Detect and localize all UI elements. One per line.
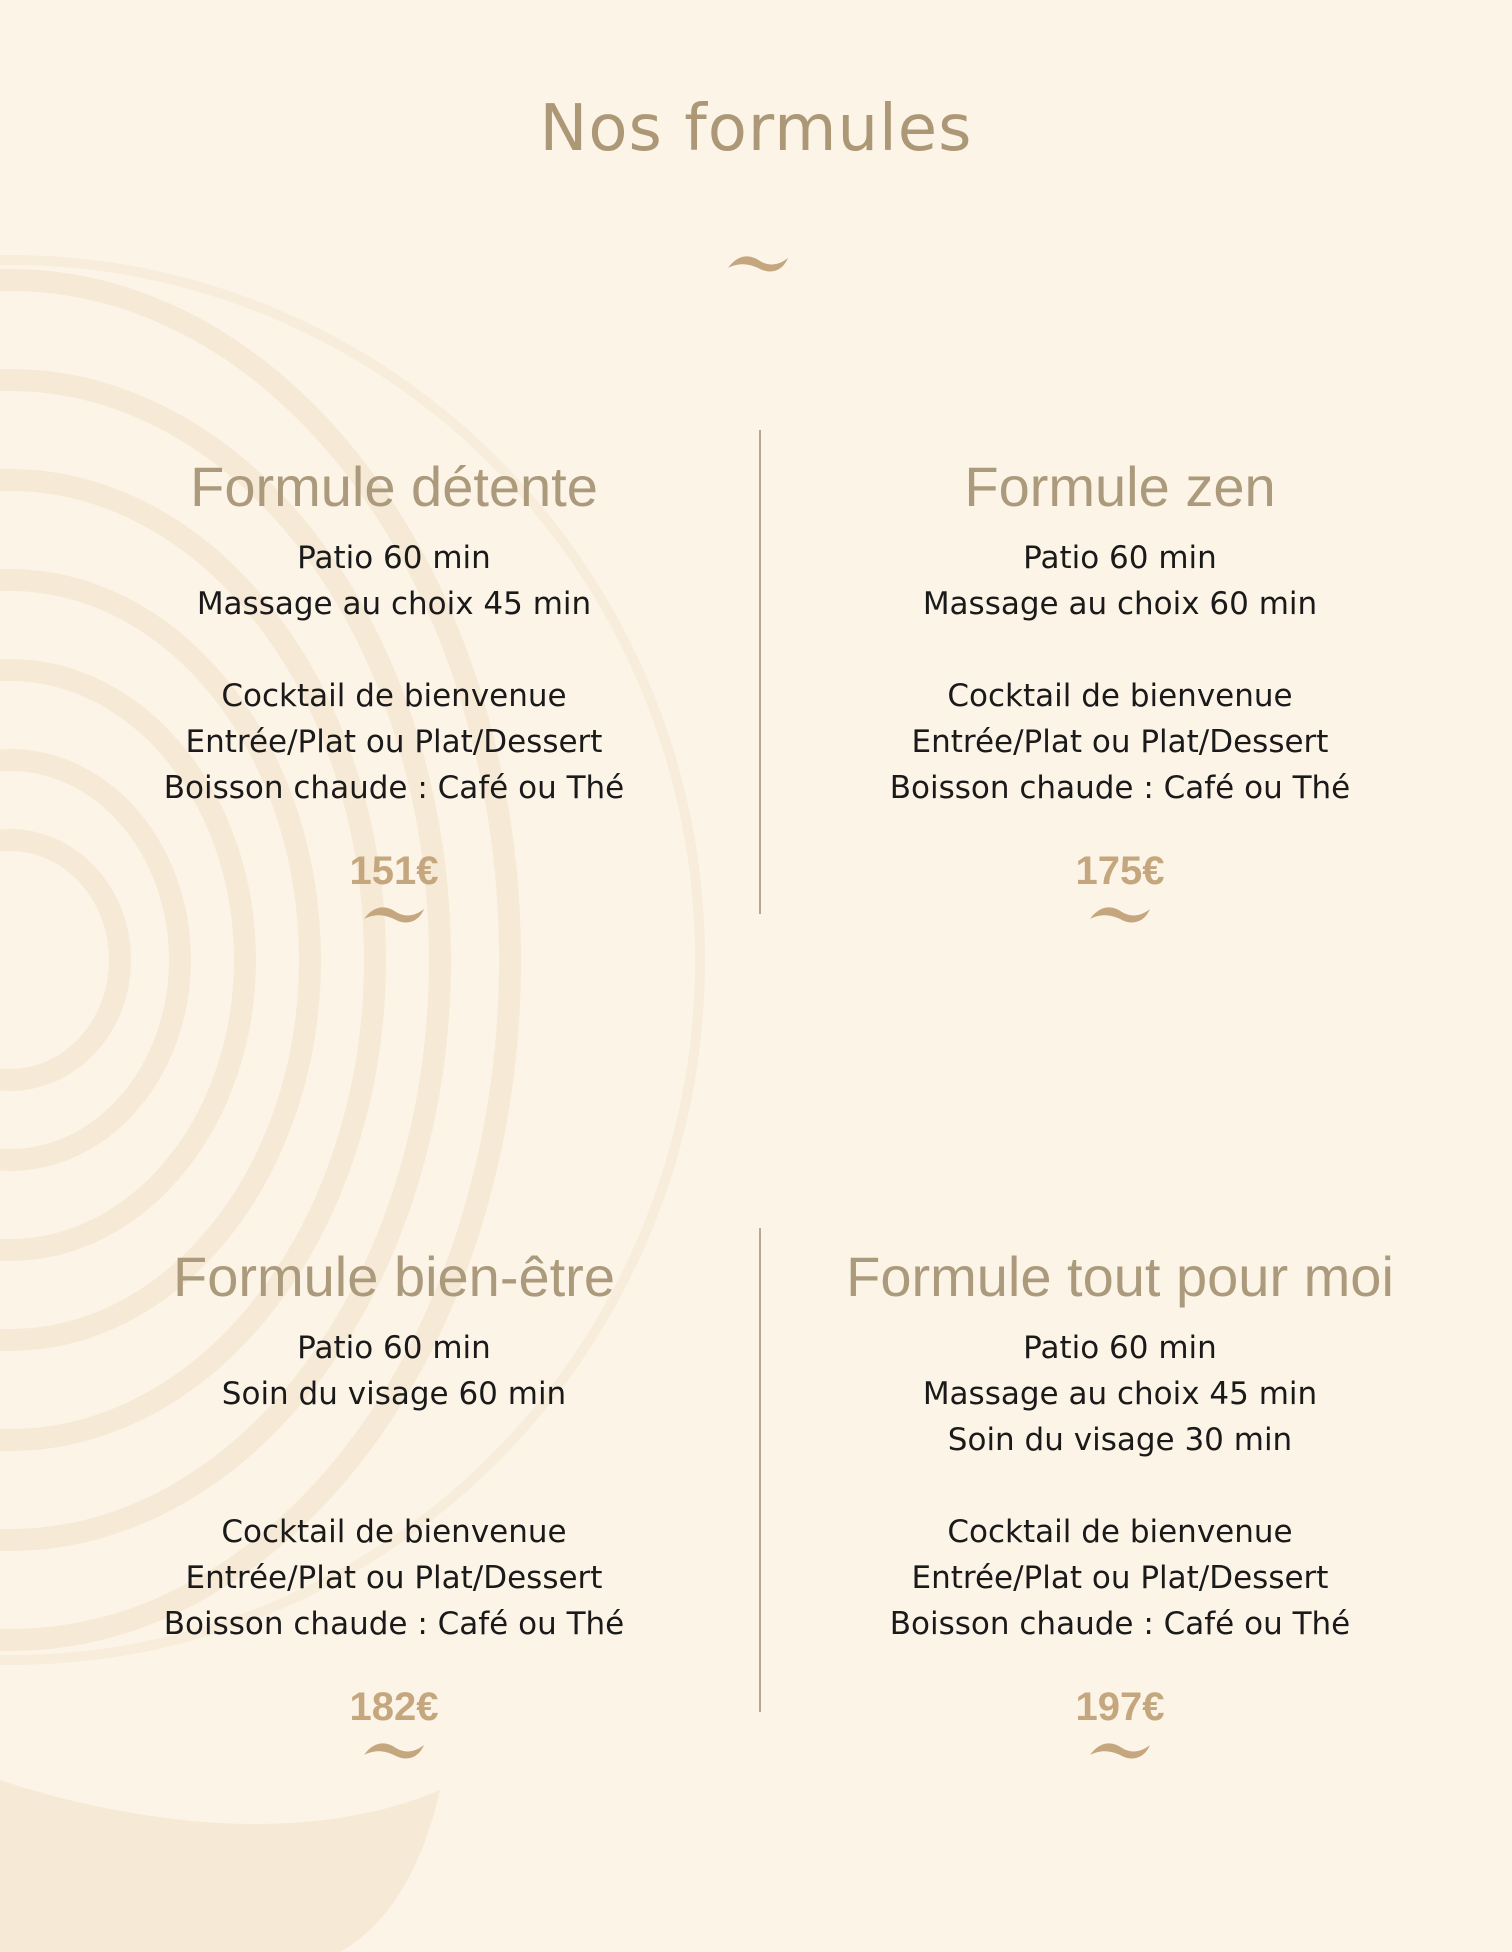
formula-price: 175€ xyxy=(1075,849,1165,893)
formula-price: 151€ xyxy=(349,849,439,893)
formula-treatment: Massage au choix 45 min xyxy=(196,586,592,622)
formula-extra: Boisson chaude : Café ou Thé xyxy=(889,1606,1351,1642)
formula-title: Formule zen xyxy=(964,455,1276,518)
formula-treatment: Massage au choix 45 min xyxy=(922,1376,1318,1412)
tilde-ornament-icon xyxy=(726,248,790,276)
formula-extra: Boisson chaude : Café ou Thé xyxy=(889,770,1351,806)
formula-card-detente xyxy=(34,455,754,927)
formula-extra: Boisson chaude : Café ou Thé xyxy=(163,770,625,806)
formula-treatment: Patio 60 min xyxy=(1023,540,1217,576)
formula-extra: Cocktail de bienvenue xyxy=(221,1514,567,1550)
formula-extra: Entrée/Plat ou Plat/Dessert xyxy=(185,724,603,760)
formula-extra: Entrée/Plat ou Plat/Dessert xyxy=(911,1560,1329,1596)
formula-extra: Entrée/Plat ou Plat/Dessert xyxy=(185,1560,603,1596)
formula-price: 182€ xyxy=(349,1685,439,1729)
tilde-ornament-icon xyxy=(362,1735,426,1763)
formula-treatment: Soin du visage 60 min xyxy=(221,1376,567,1412)
formula-extra: Boisson chaude : Café ou Thé xyxy=(163,1606,625,1642)
formula-treatment: Patio 60 min xyxy=(1023,1330,1217,1366)
tilde-ornament-icon xyxy=(362,899,426,927)
formula-treatment: Patio 60 min xyxy=(297,540,491,576)
formula-title: Formule détente xyxy=(190,455,598,518)
formula-treatment: Soin du visage 30 min xyxy=(947,1422,1293,1458)
formula-title: Formule tout pour moi xyxy=(846,1245,1394,1308)
tilde-ornament-icon xyxy=(1088,1735,1152,1763)
formula-card-bien-etre xyxy=(34,1245,754,1763)
formula-treatment: Massage au choix 60 min xyxy=(922,586,1318,622)
formula-card-zen xyxy=(760,455,1480,927)
formula-extra: Cocktail de bienvenue xyxy=(947,678,1293,714)
formula-title: Formule bien-être xyxy=(173,1245,615,1308)
page-title: Nos formules xyxy=(539,92,973,166)
tilde-ornament-icon xyxy=(1088,899,1152,927)
formula-card-tout-pour-moi xyxy=(760,1245,1480,1763)
formula-extra: Entrée/Plat ou Plat/Dessert xyxy=(911,724,1329,760)
formula-extra: Cocktail de bienvenue xyxy=(947,1514,1293,1550)
formula-price: 197€ xyxy=(1075,1685,1165,1729)
formula-treatment: Patio 60 min xyxy=(297,1330,491,1366)
formula-extra: Cocktail de bienvenue xyxy=(221,678,567,714)
